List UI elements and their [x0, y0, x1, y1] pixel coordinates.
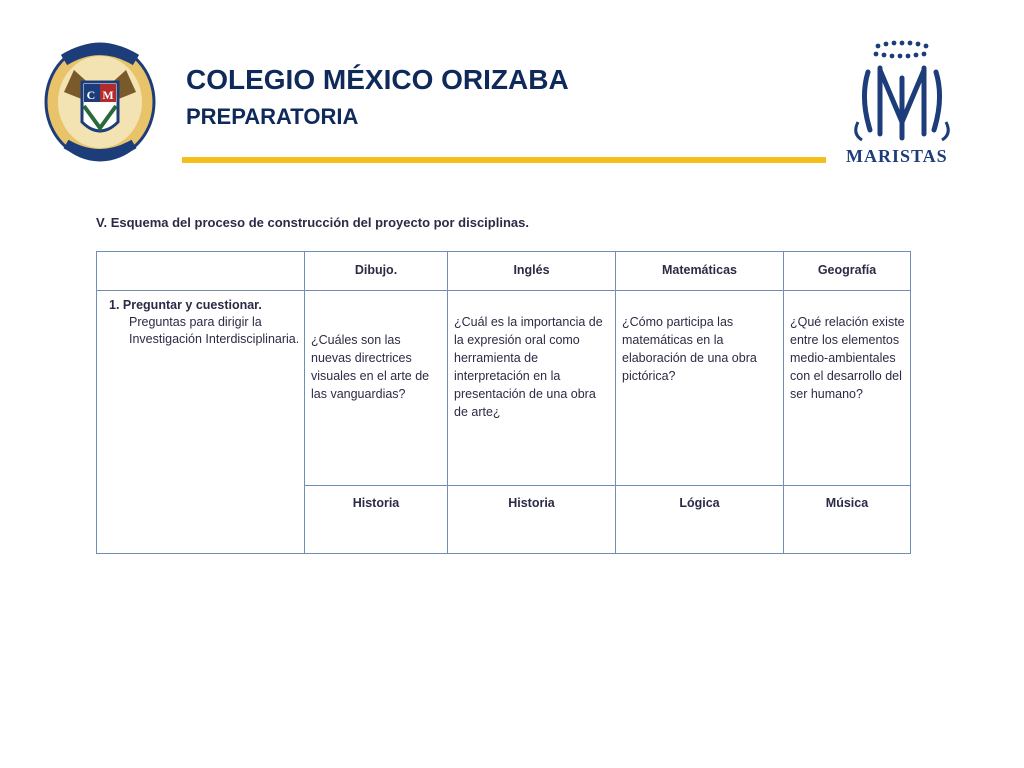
- section-heading: V. Esquema del proceso de construcción del proyecto por disciplinas.: [96, 215, 529, 230]
- subject-cell: Lógica: [616, 486, 784, 554]
- subject-cell: Música: [784, 486, 911, 554]
- page-subtitle: PREPARATORIA: [186, 104, 359, 129]
- column-header: Matemáticas: [616, 252, 784, 291]
- question-cell: ¿Qué relación existe entre los elementos medio-ambientales con el desarrollo del ser humano?: [784, 291, 911, 486]
- column-header: Inglés: [448, 252, 616, 291]
- subject-cell: Historia: [448, 486, 616, 554]
- table-row: [97, 291, 911, 486]
- question-cell: ¿Cuál es la importancia de la expresión oral como herramienta de interpretación en la presentación de una obra de arte¿: [448, 291, 616, 486]
- colegio-mexico-logo: [44, 40, 156, 164]
- header-divider: [182, 157, 826, 163]
- maristas-wordmark: MARISTAS: [846, 146, 948, 166]
- row-label-description: Preguntas para dirigir la Investigación Interdisciplinaria.: [129, 315, 300, 346]
- discipline-table: [96, 251, 911, 554]
- colegio-mexico-crest-icon: [44, 40, 156, 164]
- maristas-logo: [840, 38, 966, 168]
- table-corner-cell: [97, 252, 305, 291]
- page-title: COLEGIO MÉXICO ORIZABA: [186, 64, 569, 95]
- row-label-title: 1. Preguntar y cuestionar.: [109, 298, 262, 312]
- column-header: Dibujo.: [305, 252, 448, 291]
- question-cell: ¿Cuáles son las nuevas directrices visuales en el arte de las vanguardias?: [305, 291, 448, 486]
- subject-cell: Historia: [305, 486, 448, 554]
- row-label-cell: [97, 291, 305, 554]
- table-header-row: [97, 252, 911, 291]
- svg-text:M: M: [102, 88, 114, 102]
- svg-text:C: C: [86, 88, 96, 102]
- question-cell: ¿Cómo participa las matemáticas en la elaboración de una obra pictórica?: [616, 291, 784, 486]
- column-header: Geografía: [784, 252, 911, 291]
